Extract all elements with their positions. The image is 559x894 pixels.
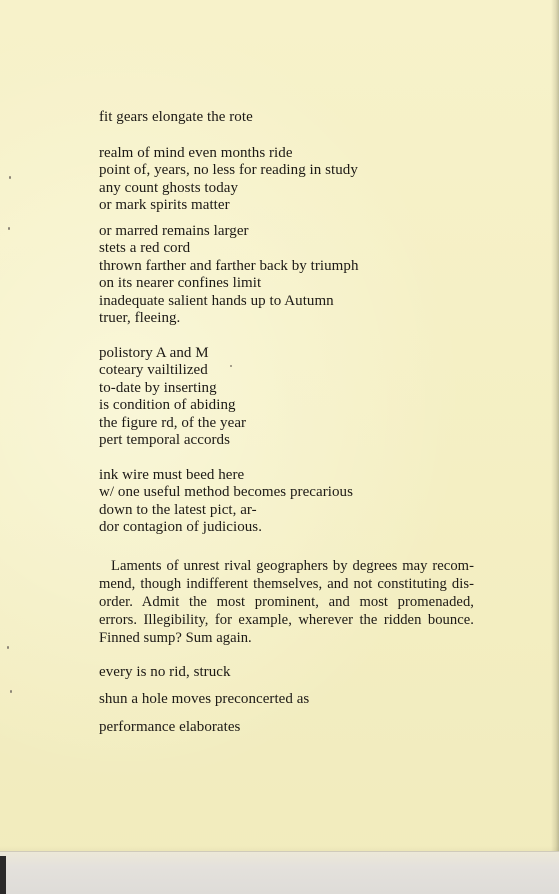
poem-line: on its nearer confines limit — [99, 275, 262, 291]
poem-line: ink wire must beed here — [99, 466, 245, 483]
poem-line: the figure rd, of the year — [99, 414, 247, 431]
poem-line: thrown farther and farther back by triumph — [99, 257, 359, 274]
poem-first-line: fit gears elongate the rote — [99, 109, 253, 125]
page-right-edge — [551, 0, 559, 894]
poem-line: stets a red cord — [99, 240, 191, 256]
prose-line: mend, though indifferent themselves, and not constituting dis- — [99, 575, 474, 592]
stanza-4 — [99, 467, 474, 537]
poem-line: truer, fleeing. — [99, 310, 181, 326]
poem-text — [99, 109, 474, 736]
poem-line: w/ one useful method becomes precarious — [99, 484, 353, 500]
stanza-3 — [99, 345, 474, 450]
poem-line: every is no rid, struck — [99, 663, 231, 680]
stanza-2 — [99, 223, 474, 328]
tail-lines — [99, 664, 474, 737]
poem-line: coteary vailtilized — [99, 362, 208, 378]
poem-line: polistory A and M — [99, 344, 209, 361]
page-bottom-dark-corner — [0, 856, 6, 894]
poem-line: to-date by inserting — [99, 379, 217, 396]
prose-line: order. Admit the most prominent, and most promenaded, — [99, 593, 474, 610]
poem-line: or mark spirits matter — [99, 197, 230, 213]
poem-line: dor contagion of judicious. — [99, 519, 262, 535]
prose-line: Laments of unrest rival geographers by degrees may recom- — [111, 557, 474, 574]
poem-line: down to the latest pict, ar- — [99, 501, 257, 518]
prose-line: errors. Illegibility, for example, wherever the ridden bounce. — [99, 611, 474, 628]
prose-paragraph — [99, 557, 474, 647]
poem-line: is condition of abiding — [99, 397, 236, 413]
poem-line: pert temporal accords — [99, 432, 230, 448]
prose-line: Finned sump? Sum again. — [99, 629, 252, 646]
poem-line: shun a hole moves preconcerted as — [99, 691, 310, 707]
poem-line: performance elaborates — [99, 718, 241, 735]
paper-speck — [10, 690, 12, 693]
paper-speck — [7, 646, 9, 649]
poem-line: realm of mind even months ride — [99, 144, 293, 161]
paper-speck — [9, 176, 11, 179]
poem-line: inadequate salient hands up to Autumn — [99, 292, 334, 309]
poem-line: any count ghosts today — [99, 179, 239, 196]
paper-speck — [8, 227, 10, 230]
poem-line: point of, years, no less for reading in study — [99, 162, 358, 178]
poem-line: or marred remains larger — [99, 222, 249, 239]
stanza-1 — [99, 145, 474, 215]
page-bottom-edge — [0, 851, 559, 894]
